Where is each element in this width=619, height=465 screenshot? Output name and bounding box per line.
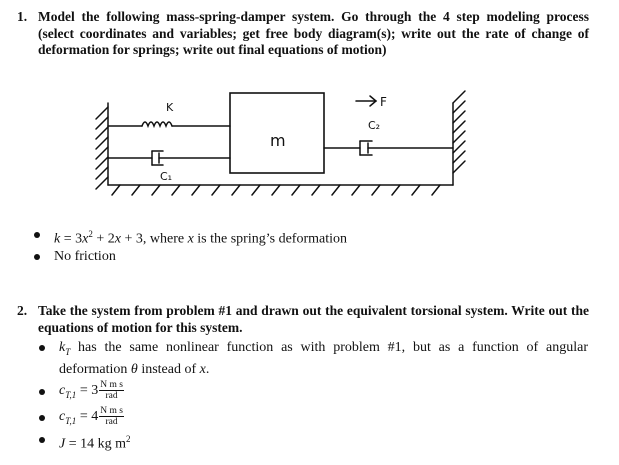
- right-wall-hatch: [453, 91, 465, 173]
- bullet-dot: [39, 389, 45, 395]
- bullet-dot: [39, 345, 45, 351]
- problem-2-title: Take the system from problem #1 and drawn out the equivalent torsional system. Write out the equations of motion for this system.: [38, 303, 589, 335]
- bullet-inertia: J = 14 kg $m^2$: [38, 431, 588, 453]
- bullet-dot: [39, 437, 45, 443]
- force-arrow: [356, 96, 376, 106]
- bullet-dot: [34, 254, 40, 260]
- damper-1: [108, 151, 230, 165]
- bullet-dot: [34, 232, 40, 238]
- unit-fraction: $\frac{\text{N m s}}{\text{rad}}$: [100, 380, 123, 402]
- force-label: F: [380, 95, 387, 109]
- spring-label: K: [166, 101, 174, 114]
- bullet-dot: [39, 415, 45, 421]
- bullet-kt-description: $k_T$ has the same nonlinear function as with problem #1, but as a function of angular deformation θ instead of x.: [38, 339, 588, 378]
- bullet-c1: $c_{T,1} = 3$ $\frac{\text{N m s}}{\text{rad}}$: [38, 380, 588, 406]
- bullet-spring-function: $k = 3x^2 + 2x + 3$, where x is the spring’s deformation: [33, 226, 593, 248]
- ground-hatch: [112, 185, 440, 195]
- damper-2-label: C₂: [368, 119, 381, 132]
- damper-2: [324, 141, 453, 155]
- problem-1-bullets: [33, 226, 593, 265]
- problem-1-title: Model the following mass-spring-damper system. Go through the 4 step modeling process (select coordinates and variables; get free body diagram(s); write out the rate of change of deformation for springs; write out final equations of motion): [38, 9, 589, 57]
- left-wall-hatch: [96, 107, 108, 189]
- mass-label: m: [270, 131, 286, 150]
- damper-1-label: C₁: [160, 170, 173, 183]
- problem-1-number: 1.: [17, 9, 28, 24]
- problem-2-number: 2.: [17, 303, 28, 318]
- spring: [108, 122, 230, 126]
- bullet-no-friction: No friction: [33, 248, 593, 265]
- bullet-c2: $c_{T,1} = 4$ $\frac{\text{N m s}}{\text{rad}}$: [38, 406, 588, 432]
- unit-fraction: $\frac{\text{N m s}}{\text{rad}}$: [100, 405, 123, 427]
- problem-2-bullets: [38, 339, 588, 453]
